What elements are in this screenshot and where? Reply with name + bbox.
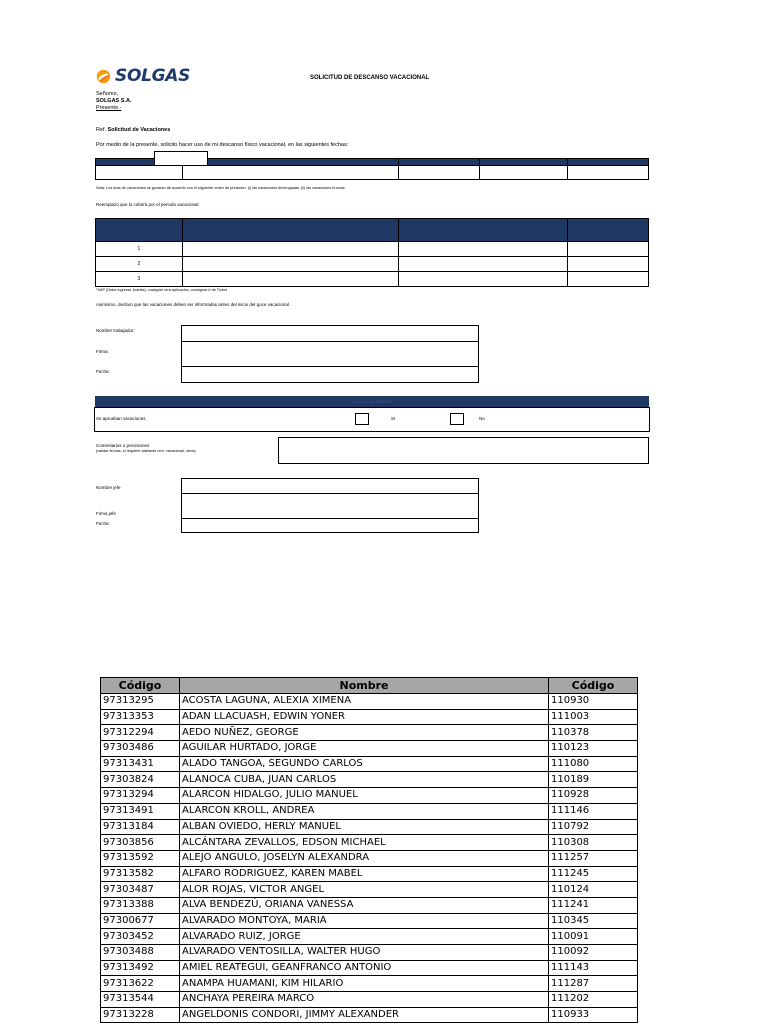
employee-code2-cell: 111257 bbox=[549, 850, 638, 866]
employee-code-cell: 97303824 bbox=[101, 772, 180, 788]
employee-code-cell: 97303488 bbox=[101, 945, 180, 961]
address-line3: Presente.- bbox=[96, 105, 122, 111]
repl-header-manage: Gestione que requiere bbox=[568, 219, 649, 242]
table-row bbox=[101, 694, 638, 710]
table-row bbox=[101, 992, 638, 1008]
employee-code-cell: 97313491 bbox=[101, 803, 180, 819]
employee-code-cell: 97313592 bbox=[101, 850, 180, 866]
approval-question: Se aprueban vacaciones bbox=[96, 416, 146, 421]
employee-code2-cell: 110091 bbox=[549, 929, 638, 945]
reference-line bbox=[96, 127, 170, 134]
list-header-name: Nombre bbox=[180, 678, 549, 694]
employee-code-cell: 97313431 bbox=[101, 756, 180, 772]
repl-row-num: 3 bbox=[96, 272, 183, 287]
boss-name-field[interactable] bbox=[181, 478, 479, 494]
employee-code2-cell: 110308 bbox=[549, 835, 638, 851]
worker-date-label: Fecha: bbox=[96, 369, 110, 374]
repl-row-num: 1 bbox=[96, 242, 183, 257]
boss-date-label: Fecha: bbox=[96, 521, 110, 526]
employee-code-cell: 97313492 bbox=[101, 960, 180, 976]
table-row bbox=[101, 976, 638, 992]
repl-cell[interactable] bbox=[568, 257, 649, 272]
repl-cell[interactable] bbox=[182, 257, 399, 272]
replacement-label: Reemplazo que lo cubrirá por el periodo vacacional bbox=[96, 202, 199, 207]
employee-code2-cell: 110928 bbox=[549, 788, 638, 804]
dates-cell-days[interactable] bbox=[568, 166, 649, 180]
worker-name-field[interactable] bbox=[181, 325, 479, 342]
note-text: Nota: Los días de vacaciones se gozarán de acuerdo con el siguiente orden de prelación: (i) las vacaciones devengadas, (ii) las vacaciones truncas bbox=[96, 186, 345, 190]
table-row bbox=[101, 960, 638, 976]
approve-yes-label: SI bbox=[391, 416, 396, 421]
employee-code2-cell: 110189 bbox=[549, 772, 638, 788]
approve-no-label: No bbox=[479, 416, 485, 421]
approve-no-checkbox[interactable] bbox=[450, 413, 464, 425]
intro-text: Por medio de la presente, solicito hacer uso de mi descanso físico vacacional, en las siguientes fechas: bbox=[96, 142, 349, 148]
employee-code2-cell: 110123 bbox=[549, 741, 638, 757]
table-row bbox=[101, 945, 638, 961]
employee-list-body bbox=[101, 694, 638, 1023]
approval-header: Vacaciones deberán bbox=[95, 396, 649, 407]
employee-code2-cell: 110092 bbox=[549, 945, 638, 961]
replacement-row bbox=[96, 272, 649, 287]
table-row bbox=[101, 882, 638, 898]
worker-date-field[interactable] bbox=[181, 366, 479, 383]
solgas-logo bbox=[96, 66, 190, 86]
employee-code2-cell: 111143 bbox=[549, 960, 638, 976]
employee-code-cell: 97312294 bbox=[101, 725, 180, 741]
employee-code2-cell: 110933 bbox=[549, 1007, 638, 1023]
employee-code2-cell: 111146 bbox=[549, 803, 638, 819]
table-row bbox=[101, 897, 638, 913]
comments-label: Comentarios o precisiones bbox=[96, 443, 150, 448]
repl-cell[interactable] bbox=[182, 242, 399, 257]
employee-code2-cell: 111245 bbox=[549, 866, 638, 882]
table-row bbox=[101, 866, 638, 882]
employee-name-cell: ANGELDONIS CONDORI, JIMMY ALEXANDER bbox=[180, 1007, 549, 1023]
employee-name-cell: ALARCON HIDALGO, JULIO MANUEL bbox=[180, 788, 549, 804]
employee-name-cell: ALVARADO VENTOSILLA, WALTER HUGO bbox=[180, 945, 549, 961]
repl-header-num: N° bbox=[96, 219, 183, 242]
table-row bbox=[101, 835, 638, 851]
dates-header-days: Días bbox=[568, 159, 649, 166]
repl-cell[interactable] bbox=[399, 242, 568, 257]
replacement-table bbox=[95, 218, 649, 287]
employee-name-cell: ALADO TANGOA, SEGUNDO CARLOS bbox=[180, 756, 549, 772]
list-header-code: Código bbox=[101, 678, 180, 694]
employee-code2-cell: 110792 bbox=[549, 819, 638, 835]
address-line1: Señores, bbox=[96, 91, 119, 97]
logo-text: SOLGAS bbox=[115, 66, 191, 86]
table-row bbox=[101, 725, 638, 741]
boss-date-field[interactable] bbox=[181, 518, 479, 533]
table-row bbox=[101, 741, 638, 757]
employee-name-cell: ALVARADO RUIZ, JORGE bbox=[180, 929, 549, 945]
employee-name-cell: AGUILAR HURTADO, JORGE bbox=[180, 741, 549, 757]
employee-code-cell: 97303486 bbox=[101, 741, 180, 757]
employee-name-cell: AEDO NUÑEZ, GEORGE bbox=[180, 725, 549, 741]
employee-code2-cell: 110930 bbox=[549, 694, 638, 710]
table-row bbox=[101, 803, 638, 819]
repl-row-num: 2 bbox=[96, 257, 183, 272]
table-row bbox=[101, 709, 638, 725]
table-row bbox=[101, 756, 638, 772]
employee-code-cell: 97313353 bbox=[101, 709, 180, 725]
employee-name-cell: ALCÁNTARA ZEVALLOS, EDSON MICHAEL bbox=[180, 835, 549, 851]
repl-cell[interactable] bbox=[399, 272, 568, 287]
employee-code-cell: 97313544 bbox=[101, 992, 180, 1008]
employee-code-cell: 97313388 bbox=[101, 897, 180, 913]
replacement-row bbox=[96, 242, 649, 257]
employee-code2-cell: 111003 bbox=[549, 709, 638, 725]
repl-cell[interactable] bbox=[568, 272, 649, 287]
worker-name-label: Nombre trabajador: bbox=[96, 328, 135, 333]
address-block bbox=[96, 91, 131, 112]
dates-header-end: Fecha Fin bbox=[479, 159, 568, 166]
employee-name-cell: ACOSTA LAGUNA, ALEXIA XIMENA bbox=[180, 694, 549, 710]
ref-prefix: Ref. bbox=[96, 127, 107, 133]
boss-sign-field[interactable] bbox=[181, 493, 479, 519]
table-row bbox=[101, 772, 638, 788]
replacement-row bbox=[96, 257, 649, 272]
footnote-text: *SAP (Debe ingresar Juanita), cualquier otra aplicación, consignar # de Ticket bbox=[96, 288, 227, 292]
employee-code-cell: 97313295 bbox=[101, 694, 180, 710]
table-row bbox=[101, 1007, 638, 1023]
employee-code-cell: 97313622 bbox=[101, 976, 180, 992]
employee-code2-cell: 111287 bbox=[549, 976, 638, 992]
worker-sign-field[interactable] bbox=[181, 341, 479, 367]
employee-name-cell: ANCHAYA PEREIRA MARCO bbox=[180, 992, 549, 1008]
employee-code-cell: 97303452 bbox=[101, 929, 180, 945]
repl-header-person: Persona que lo sustituirá en dicha función bbox=[399, 219, 568, 242]
employee-code2-cell: 111241 bbox=[549, 897, 638, 913]
employee-name-cell: ADAN LLACUASH, EDWIN YONER bbox=[180, 709, 549, 725]
employee-code2-cell: 111202 bbox=[549, 992, 638, 1008]
employee-name-cell: ALARCON KROLL, ANDREA bbox=[180, 803, 549, 819]
code-input-overlay[interactable] bbox=[154, 151, 208, 166]
repl-header-function: Función que delega (Accesos a aplicaciones)* bbox=[182, 219, 399, 242]
table-row bbox=[101, 929, 638, 945]
comments-sublabel: (validar fechas, si requiere adelanto rem. vacacional, otros) bbox=[96, 449, 196, 453]
employee-name-cell: ALBAN OVIEDO, HERLY MANUEL bbox=[180, 819, 549, 835]
employee-code-cell: 97303856 bbox=[101, 835, 180, 851]
table-row bbox=[101, 819, 638, 835]
dates-header-code: Código bbox=[96, 159, 183, 166]
employee-code2-cell: 110345 bbox=[549, 913, 638, 929]
worker-sign-label: Firma: bbox=[96, 349, 109, 354]
employee-code-cell: 97313228 bbox=[101, 1007, 180, 1023]
employee-name-cell: ALEJO ANGULO, JOSELYN ALEXANDRA bbox=[180, 850, 549, 866]
dates-cell-code[interactable] bbox=[96, 166, 183, 180]
ref-subject: Solicitud de Vacaciones bbox=[107, 127, 171, 133]
solgas-flame-icon bbox=[96, 69, 111, 84]
declaration-text: Asimismo, declaro que las vacaciones deben ser informadas antes del inicio del goce vacacional. bbox=[96, 302, 291, 307]
table-row bbox=[101, 913, 638, 929]
approval-box bbox=[94, 407, 650, 432]
list-header-code2: Código bbox=[549, 678, 638, 694]
employee-code-cell: 97313294 bbox=[101, 788, 180, 804]
dates-cell-start[interactable] bbox=[398, 166, 479, 180]
employee-code2-cell: 110378 bbox=[549, 725, 638, 741]
employee-name-cell: ANAMPA HUAMANI, KIM HILARIO bbox=[180, 976, 549, 992]
dates-cell-employer[interactable] bbox=[182, 166, 398, 180]
employee-name-cell: ALANOCA CUBA, JUAN CARLOS bbox=[180, 772, 549, 788]
approve-yes-checkbox[interactable] bbox=[355, 413, 369, 425]
employee-name-cell: ALVA BENDEZÚ, ORIANA VANESSA bbox=[180, 897, 549, 913]
employee-code-cell: 97313184 bbox=[101, 819, 180, 835]
table-row bbox=[101, 850, 638, 866]
employee-code-cell: 97303487 bbox=[101, 882, 180, 898]
repl-cell[interactable] bbox=[182, 272, 399, 287]
dates-cell-end[interactable] bbox=[479, 166, 568, 180]
dates-header-start: Fecha Inicio bbox=[398, 159, 479, 166]
document-title: SOLICITUD DE DESCANSO VACACIONAL bbox=[310, 75, 430, 81]
employee-name-cell: AMIEL REATEGUI, GEANFRANCO ANTONIO bbox=[180, 960, 549, 976]
employee-name-cell: ALOR ROJAS, VICTOR ANGEL bbox=[180, 882, 549, 898]
employee-code-cell: 97313582 bbox=[101, 866, 180, 882]
employee-code-cell: 97300677 bbox=[101, 913, 180, 929]
boss-name-label: Nombre jefe bbox=[96, 485, 121, 490]
table-row bbox=[101, 788, 638, 804]
address-line2: SOLGAS S.A. bbox=[96, 98, 132, 104]
employee-name-cell: ALVARADO MONTOYA, MARIA bbox=[180, 913, 549, 929]
employee-code2-cell: 110124 bbox=[549, 882, 638, 898]
dates-header-employer: Nombre del Empleador bbox=[182, 159, 398, 166]
boss-sign-label: Firma jefe bbox=[96, 511, 117, 516]
repl-cell[interactable] bbox=[568, 242, 649, 257]
repl-cell[interactable] bbox=[399, 257, 568, 272]
employee-name-cell: ALFARO RODRIGUEZ, KAREN MABEL bbox=[180, 866, 549, 882]
comments-field[interactable] bbox=[278, 437, 649, 464]
employee-code2-cell: 111080 bbox=[549, 756, 638, 772]
employee-list-table bbox=[100, 677, 638, 1023]
